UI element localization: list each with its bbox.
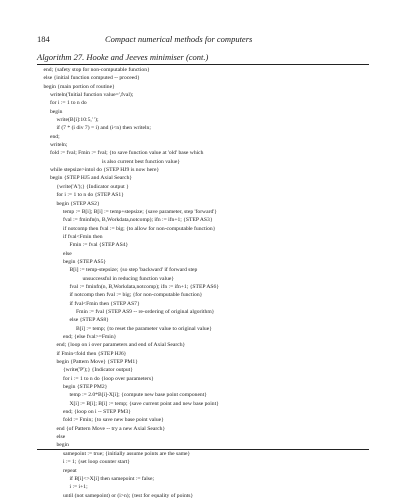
code-line: else [63,250,72,257]
code-line: end; {loop on i over parameters and end of Axial Search} [56,342,186,349]
code-line: fval := fminfn(n, B,Workdata,notcomp); ifn := ifn+1; {STEP AS6} [69,283,219,290]
code-line: {write('P');} {Indicator output} [63,367,133,374]
code-line: B[i] := temp-stepsize; {so step 'backward' if forward step [69,267,198,274]
code-line: writeln; [50,142,68,149]
code-line: i := 1; {set loop counter start} [63,459,130,466]
code-line: writeln('Initial function value=',fval); [50,92,134,99]
code-line: unsuccessful in reducing function value} [82,275,175,282]
page-number: 184 [37,34,50,44]
code-line: begin {STEP AS2} [56,200,100,207]
code-line: else [56,434,66,441]
code-line: for i := 1 to n do {STEP AS1} [56,192,124,199]
code-listing [37,66,369,500]
code-line: is also current best function value} [102,158,181,165]
code-line: end {of Pattern Move -- try a new Axial Search} [56,425,166,432]
code-line: if B[i]<>X[i] then samepoint := false; [69,475,154,482]
code-line: begin {STEP PM2} [63,384,108,391]
code-line: Fmin := fval {STEP AS9 -- re-ordering of original algorithm} [76,308,215,315]
code-line: end; {else fval>=Fmin} [63,334,117,340]
algorithm-caption: Algorithm 27. Hooke and Jeeves minimiser (cont.) [37,52,209,62]
code-line: fold := Fmin; {to save new base point value} [63,417,164,424]
code-line: temp := 2.0*B[i]-X[i]; {compute new base point component} [69,392,207,399]
code-line: for i := 1 to n do [50,100,87,107]
page-header [37,34,367,46]
code-line: else {STEP AS8} [69,317,109,324]
code-line: samepoint := true; {initially assume points are the same} [63,450,191,457]
code-line: fold := fval; Fmin := fval; {to save function value at 'old' base which [50,150,204,157]
code-line: begin {Pattern Move} {STEP PM1} [56,359,138,366]
code-line: fval := fminfn(n, B,Workdata,notcomp); ifn := ifn+1; {STEP AS3} [63,217,213,224]
code-line: if (7 * (i div 7) = i) and (i<n) then writeln; [56,125,151,132]
code-line: for i := 1 to n do {loop over parameters} [63,375,154,382]
code-line: Fmin := fval {STEP AS4} [69,242,129,249]
code-line: B[i] := temp; {to reset the parameter value to original value} [76,325,212,332]
code-line: temp := B[i]; B[i] := temp+stepsize; {save parameter, step 'forward'} [63,208,217,215]
code-line: end; {loop on i -- STEP PM3} [63,409,131,416]
code-line: repeat [63,467,77,474]
code-line: {write('A');} {Indicator output } [56,183,129,190]
code-line: if fval<Fmin then {STEP AS7} [69,300,140,307]
bottom-rule [37,449,369,450]
code-line: i := i+1; [69,484,88,491]
code-line: if notcomp then fval := big; {for non-computable function} [69,292,203,299]
code-line: while stepsize>intol do {STEP HJ9 is now here} [50,167,160,174]
code-line: if fval<Fmin then [63,233,103,240]
code-line: write(B[i]:10:5,' '); [56,117,99,124]
running-title: Compact numerical methods for computers [105,34,253,44]
code-line: begin {main portion of routine} [43,83,115,90]
code-line: begin {STEP HJ5 and Axial Search} [50,175,133,182]
code-line: end; [50,133,60,140]
top-rule [37,64,369,65]
code-line: X[i] := B[i]; B[i] := temp; {save current point and new base point} [69,400,219,407]
code-line: begin [50,108,63,115]
code-line: if Fmin<fold then {STEP HJ6} [56,350,127,357]
code-line: until (not samepoint) or (i>n); {test for equality of points} [63,492,194,499]
code-line: else {initial function computed -- proceed} [43,75,140,82]
code-line: begin [56,442,69,449]
code-line: begin {STEP AS5} [63,258,107,265]
code-line: if notcomp then fval := big; {to allow for non-computable function} [63,225,216,232]
code-line: end; {safety stop for non-computable function} [43,67,150,73]
